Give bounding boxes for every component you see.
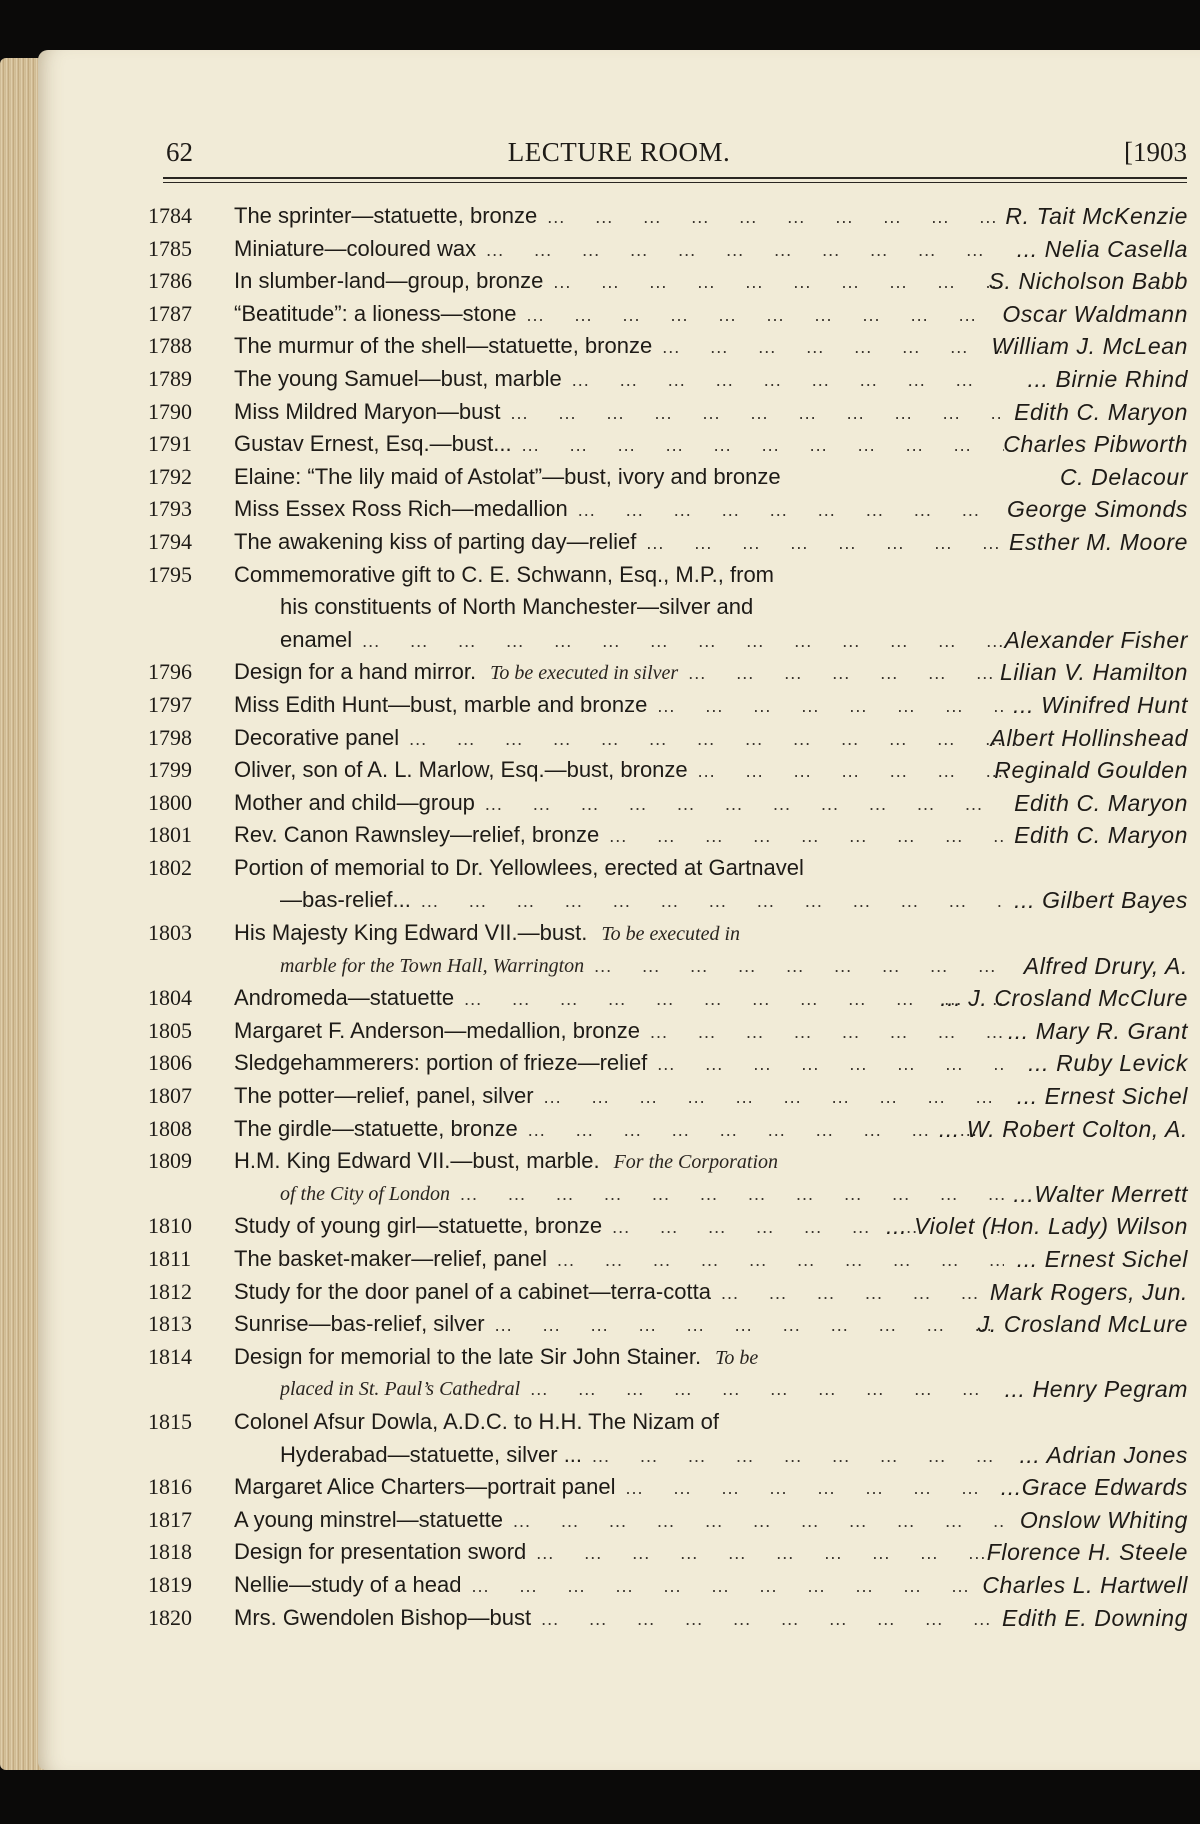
entry-line — [38, 754, 1200, 787]
artist-name: ...Grace Edwards — [1000, 1474, 1188, 1501]
entry-title: Margaret F. Anderson—medallion, bronze — [234, 1017, 640, 1043]
artist-name: ... W. Robert Colton, A. — [938, 1115, 1188, 1142]
entry-line — [38, 1406, 1200, 1439]
artist-name: J. Crosland McLure — [977, 1311, 1188, 1338]
entry-line — [38, 1439, 1200, 1472]
catalogue-entry — [38, 233, 1200, 266]
entry-title: Sledgehammerers: portion of frieze—relief — [234, 1050, 648, 1076]
entry-line — [38, 950, 1200, 983]
artist-name: Albert Hollinshead — [990, 724, 1188, 751]
entry-number: 1788 — [148, 333, 192, 359]
entry-note: of the City of London — [280, 1182, 450, 1205]
entry-title: Miss Edith Hunt—bust, marble and bronze — [234, 691, 648, 717]
entry-number: 1804 — [148, 985, 192, 1011]
catalogue-entry — [38, 330, 1200, 363]
entry-line — [38, 1276, 1200, 1309]
entry-title: his constituents of North Manchester—silver and — [280, 594, 754, 620]
entry-line — [38, 493, 1200, 526]
artist-name: Charles L. Hartwell — [982, 1571, 1188, 1598]
entry-number: 1820 — [148, 1604, 192, 1630]
entry-title: Colonel Afsur Dowla, A.D.C. to H.H. The Nizam of — [234, 1408, 719, 1434]
entry-number: 1791 — [148, 431, 192, 457]
entry-title: Nellie—study of a head — [234, 1571, 462, 1597]
entry-description — [234, 1406, 1004, 1439]
entry-line — [38, 363, 1200, 396]
catalogue-entry — [38, 493, 1200, 526]
artist-name: Edith C. Maryon — [1014, 789, 1188, 816]
catalogue-entry — [38, 1536, 1200, 1569]
entry-note: For the Corporation — [613, 1151, 779, 1174]
entry-number: 1813 — [148, 1311, 192, 1337]
entry-number: 1814 — [148, 1343, 192, 1369]
catalogue-entry — [38, 852, 1200, 917]
entry-title: Rev. Canon Rawnsley—relief, bronze — [234, 822, 600, 848]
artist-name: Reginald Goulden — [994, 757, 1188, 784]
catalogue-entry — [38, 1243, 1200, 1276]
entry-title: His Majesty King Edward VII.—bust. — [234, 920, 588, 946]
entry-line — [38, 1569, 1200, 1602]
catalogue-entry — [38, 559, 1200, 657]
entry-number: 1789 — [148, 365, 192, 391]
entry-title: The sprinter—statuette, bronze — [234, 203, 538, 228]
entry-title: Study of young girl—statuette, bronze — [234, 1213, 603, 1239]
entry-number: 1793 — [148, 496, 192, 522]
entry-line — [38, 1113, 1200, 1146]
page-header — [38, 137, 1200, 177]
entry-title: Andromeda—statuette — [234, 985, 455, 1011]
entry-title: “Beatitude”: a lioness—stone — [234, 300, 517, 326]
entry-number: 1802 — [148, 854, 192, 880]
catalogue-entry — [38, 1015, 1200, 1048]
entry-number: 1816 — [148, 1474, 192, 1500]
entry-description — [234, 917, 1004, 951]
entry-line — [38, 884, 1200, 917]
entry-description — [234, 559, 1004, 592]
artist-name: S. Nicholson Babb — [988, 268, 1188, 295]
entry-line — [38, 917, 1200, 950]
page-number: 62 — [166, 137, 193, 167]
entry-number: 1803 — [148, 920, 192, 946]
entry-title: Portion of memorial to Dr. Yellowlees, erected at Gartnavel — [234, 854, 804, 880]
entry-title: —bas-relief... — [280, 887, 411, 913]
catalogue-entry — [38, 396, 1200, 429]
entry-line — [38, 1210, 1200, 1243]
artist-name: Edith E. Downing — [1001, 1604, 1188, 1631]
entry-line — [38, 1178, 1200, 1211]
artist-name: Onslow Whiting — [1019, 1506, 1188, 1533]
catalogue-entry — [38, 1308, 1200, 1341]
entry-line — [38, 787, 1200, 820]
artist-name: ... Ernest Sichel — [1016, 1246, 1188, 1272]
entry-title: In slumber-land—group, bronze — [234, 268, 544, 294]
catalogue-entry — [38, 819, 1200, 852]
entry-number: 1795 — [148, 561, 192, 587]
entry-line — [38, 298, 1200, 331]
entry-line — [38, 559, 1200, 592]
entry-number: 1799 — [148, 757, 192, 783]
artist-name: George Simonds — [1007, 496, 1188, 523]
artist-name: Alfred Drury, A. — [1023, 952, 1188, 979]
artist-name: ... Violet (Hon. Lady) Wilson — [886, 1213, 1188, 1240]
artist-name: ... Mary R. Grant — [1007, 1017, 1188, 1044]
entry-line — [38, 852, 1200, 885]
artist-name: ...Walter Merrett — [1013, 1180, 1188, 1207]
entry-number: 1796 — [148, 659, 192, 685]
entry-title: Miss Mildred Maryon—bust — [234, 398, 501, 424]
entry-line — [38, 1602, 1200, 1635]
entry-number: 1811 — [148, 1246, 192, 1271]
entry-number: 1805 — [148, 1017, 192, 1043]
entry-number: 1794 — [148, 528, 192, 554]
catalogue-entry — [38, 656, 1200, 689]
entry-note: To be — [715, 1346, 759, 1369]
catalogue-entry — [38, 982, 1200, 1015]
catalogue-entry — [38, 1047, 1200, 1080]
entry-line — [38, 722, 1200, 755]
entry-title: Design for a hand mirror. — [234, 659, 477, 685]
entry-number: 1798 — [148, 724, 192, 750]
catalogue-entry — [38, 1504, 1200, 1537]
catalogue-entry — [38, 200, 1200, 233]
entry-number: 1809 — [148, 1148, 192, 1174]
entry-title: Mrs. Gwendolen Bishop—bust — [234, 1604, 532, 1630]
entry-number: 1784 — [148, 203, 192, 228]
entry-description — [234, 461, 781, 494]
catalogue-entry — [38, 1276, 1200, 1309]
artist-name: Charles Pibworth — [1003, 431, 1188, 458]
entry-note: marble for the Town Hall, Warrington — [280, 954, 585, 977]
entry-number: 1807 — [148, 1083, 192, 1109]
entry-note: To be executed in — [601, 923, 741, 946]
entry-line — [38, 1080, 1200, 1113]
artist-name: ... Ernest Sichel — [1016, 1083, 1188, 1110]
header-rule-thin — [163, 182, 1187, 183]
catalogue-entry — [38, 265, 1200, 298]
artist-name: ... Ruby Levick — [1028, 1050, 1188, 1077]
entry-number: 1801 — [148, 822, 192, 848]
entry-title: The awakening kiss of parting day—relief — [234, 528, 637, 554]
header-year: [1903 — [1124, 137, 1187, 167]
entry-line — [38, 428, 1200, 461]
catalogue-page — [38, 50, 1200, 1770]
catalogue-entry — [38, 1569, 1200, 1602]
entry-note: To be executed in silver — [490, 662, 679, 685]
entry-number: 1810 — [148, 1213, 192, 1239]
catalogue-entry — [38, 363, 1200, 396]
catalogue-entries — [38, 200, 1200, 1634]
running-title: LECTURE ROOM. — [507, 137, 731, 167]
entry-title: The young Samuel—bust, marble — [234, 365, 562, 391]
entry-number: 1800 — [148, 789, 192, 815]
entry-line — [38, 1047, 1200, 1080]
catalogue-entry — [38, 1602, 1200, 1635]
artist-name: ... Gilbert Bayes — [1014, 887, 1188, 914]
catalogue-entry — [38, 461, 1200, 494]
entry-title: Mother and child—group — [234, 789, 475, 815]
entry-line — [38, 1308, 1200, 1341]
entry-number: 1815 — [148, 1408, 192, 1434]
entry-line — [38, 330, 1200, 363]
entry-number: 1792 — [148, 463, 192, 489]
entry-note: placed in St. Paul’s Cathedral — [280, 1378, 521, 1401]
entry-line — [38, 656, 1200, 689]
entry-title: Sunrise—bas-relief, silver — [234, 1311, 485, 1337]
entry-title: Commemorative gift to C. E. Schwann, Esq., M.P., from — [234, 561, 774, 587]
entry-number: 1790 — [148, 398, 192, 424]
entry-title: Gustav Ernest, Esq.—bust... — [234, 431, 512, 457]
catalogue-entry — [38, 1341, 1200, 1406]
entry-number: 1786 — [148, 268, 192, 294]
artist-name: Edith C. Maryon — [1014, 398, 1188, 425]
artist-name: Mark Rogers, Jun. — [989, 1278, 1188, 1305]
catalogue-entry — [38, 754, 1200, 787]
entry-title: Study for the door panel of a cabinet—terra-cotta — [234, 1278, 711, 1304]
entry-line — [38, 819, 1200, 852]
entry-line — [38, 233, 1200, 266]
entry-title: Elaine: “The lily maid of Astolat”—bust, ivory and bronze — [234, 463, 781, 489]
entry-line — [38, 200, 1200, 233]
artist-name: Edith C. Maryon — [1014, 822, 1188, 849]
entry-title: enamel — [280, 626, 353, 652]
entry-description — [234, 1145, 1004, 1179]
entry-line — [38, 396, 1200, 429]
catalogue-entry — [38, 1210, 1200, 1243]
catalogue-entry — [38, 917, 1200, 982]
entry-line — [38, 1145, 1200, 1178]
entry-description — [234, 852, 1004, 885]
entry-title: Oliver, son of A. L. Marlow, Esq.—bust, bronze — [234, 757, 688, 783]
entry-line — [38, 1373, 1200, 1406]
entry-line — [38, 265, 1200, 298]
entry-title: Miniature—coloured wax — [234, 235, 477, 261]
entry-line — [38, 1015, 1200, 1048]
artist-name: ... Adrian Jones — [1019, 1441, 1188, 1468]
entry-title: A young minstrel—statuette — [234, 1506, 504, 1532]
catalogue-entry — [38, 298, 1200, 331]
catalogue-entry — [38, 722, 1200, 755]
entry-title: The potter—relief, panel, silver — [234, 1083, 534, 1109]
entry-number: 1812 — [148, 1278, 192, 1304]
entry-line — [38, 591, 1200, 624]
entry-title: Hyderabad—statuette, silver ... — [280, 1441, 583, 1467]
catalogue-entry — [38, 1406, 1200, 1471]
entry-number: 1817 — [148, 1506, 192, 1532]
artist-name: William J. McLean — [991, 333, 1188, 360]
artist-name: R. Tait McKenzie — [1005, 203, 1188, 229]
catalogue-entry — [38, 1471, 1200, 1504]
entry-title: Miss Essex Ross Rich—medallion — [234, 496, 568, 522]
entry-title: The basket-maker—relief, panel — [234, 1246, 548, 1271]
artist-name: Florence H. Steele — [986, 1539, 1188, 1566]
entry-number: 1806 — [148, 1050, 192, 1076]
entry-number: 1818 — [148, 1539, 192, 1565]
entry-title: Design for presentation sword — [234, 1539, 527, 1565]
entry-title: Margaret Alice Charters—portrait panel — [234, 1474, 616, 1500]
entry-line — [38, 1341, 1200, 1374]
catalogue-entry — [38, 787, 1200, 820]
entry-title: The girdle—statuette, bronze — [234, 1115, 518, 1141]
entry-title: H.M. King Edward VII.—bust, marble. — [234, 1148, 600, 1174]
entry-line — [38, 624, 1200, 657]
entry-title: Design for memorial to the late Sir John Stainer. — [234, 1343, 702, 1369]
artist-name: ... Henry Pegram — [1004, 1376, 1188, 1403]
artist-name: Lilian V. Hamilton — [999, 659, 1188, 686]
entry-number: 1785 — [148, 235, 192, 261]
catalogue-entry — [38, 689, 1200, 722]
entry-line — [38, 1243, 1200, 1276]
artist-name: Oscar Waldmann — [1002, 300, 1188, 327]
entry-line — [38, 526, 1200, 559]
artist-name: ... Birnie Rhind — [1027, 365, 1188, 392]
entry-line — [38, 1536, 1200, 1569]
entry-line — [38, 461, 1200, 494]
artist-name: ... Nelia Casella — [1016, 235, 1188, 262]
artist-name: Alexander Fisher — [1004, 626, 1188, 653]
artist-name: C. Delacour — [1059, 463, 1188, 490]
entry-title: Decorative panel — [234, 724, 400, 750]
entry-description — [280, 591, 1004, 624]
entry-line — [38, 1504, 1200, 1537]
entry-number: 1819 — [148, 1571, 192, 1597]
header-rule — [163, 177, 1187, 179]
entry-line — [38, 982, 1200, 1015]
entry-number: 1808 — [148, 1115, 192, 1141]
artist-name: Esther M. Moore — [1009, 528, 1188, 555]
entry-description — [234, 1341, 1004, 1375]
catalogue-entry — [38, 1145, 1200, 1210]
artist-name: ... Winifred Hunt — [1013, 691, 1188, 718]
catalogue-entry — [38, 1113, 1200, 1146]
entry-line — [38, 689, 1200, 722]
artist-name: ... J. Crosland McClure — [940, 985, 1188, 1012]
entry-number: 1797 — [148, 691, 192, 717]
entry-number: 1787 — [148, 300, 192, 326]
entry-line — [38, 1471, 1200, 1504]
catalogue-entry — [38, 428, 1200, 461]
entry-title: The murmur of the shell—statuette, bronze — [234, 333, 653, 359]
catalogue-entry — [38, 526, 1200, 559]
catalogue-entry — [38, 1080, 1200, 1113]
